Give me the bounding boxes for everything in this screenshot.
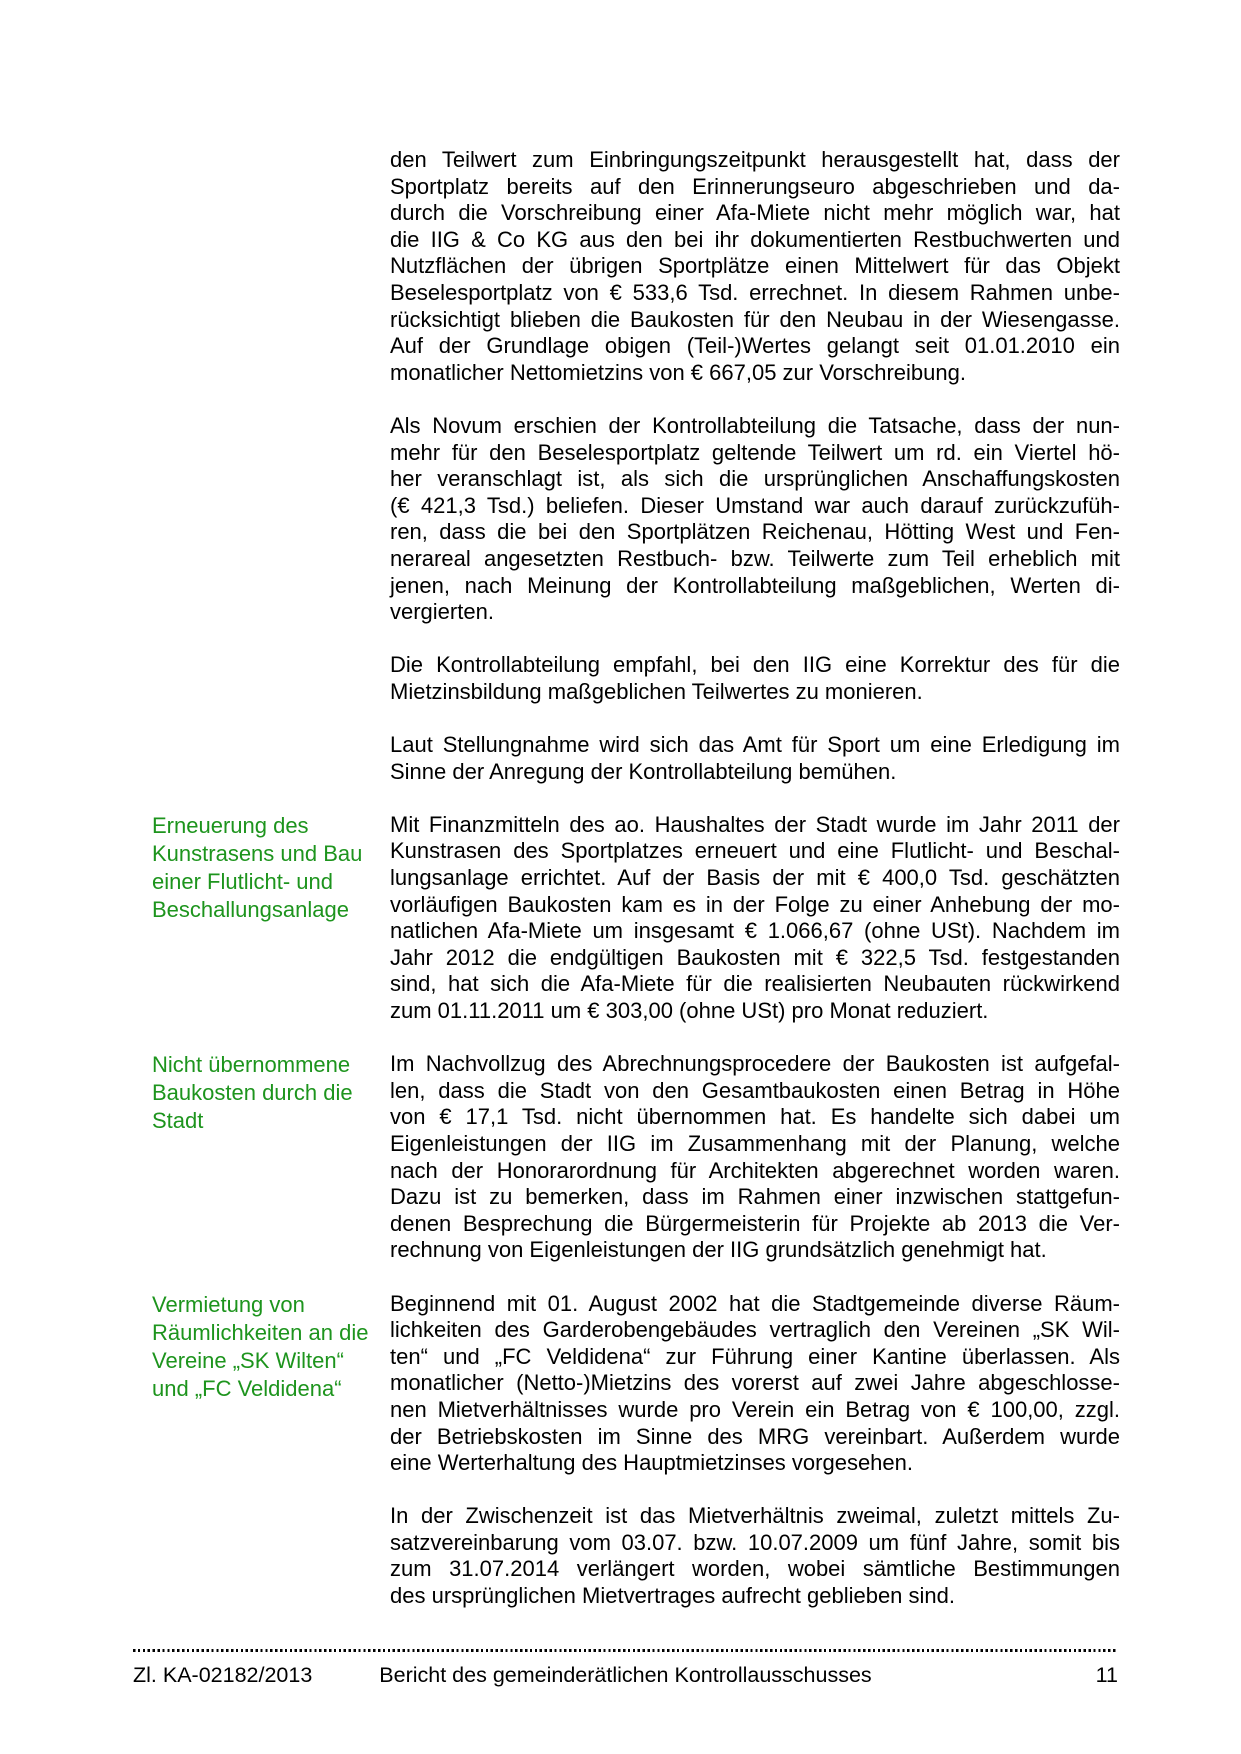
footer-dotted-line	[133, 1649, 1118, 1652]
section-empfehlung	[152, 652, 1120, 705]
margin-note-line: einer Flutlicht- und	[152, 868, 333, 894]
footer-page-number: 11	[1095, 1663, 1118, 1687]
paragraph-line: monatlicher Nettomietzins von € 667,05 zur Vorschreibung.	[390, 359, 966, 385]
paragraph-line: denen Besprechung die Bürgermeisterin für Projekte ab 2013 die Ver-	[390, 1210, 1120, 1236]
margin-note	[152, 812, 390, 924]
paragraph-line: Beselesportplatz von € 533,6 Tsd. errechnet. In diesem Rahmen unbe-	[390, 279, 1120, 305]
body-paragraph	[390, 1051, 1120, 1264]
paragraph-line: jenen, nach Meinung der Kontrollabteilung maßgeblichen, Werten di-	[390, 572, 1120, 598]
footer-reference-number: Zl. KA-02182/2013	[133, 1663, 313, 1687]
paragraph-line: (€ 421,3 Tsd.) beliefen. Dieser Umstand war auch darauf zurückzufüh-	[390, 492, 1120, 518]
paragraph-line: durch die Vorschreibung einer Afa-Miete nicht mehr möglich war, hat	[390, 200, 1120, 226]
margin-note-line: Räumlichkeiten an die	[152, 1319, 369, 1345]
paragraph-line: Als Novum erschien der Kontrollabteilung die Tatsache, dass der nun-	[390, 412, 1120, 438]
margin-note-line: Vermietung von	[152, 1291, 305, 1317]
margin-note	[152, 1291, 390, 1403]
paragraph-line: Auf der Grundlage obigen (Teil-)Wertes gelangt seit 01.01.2010 ein	[390, 333, 1120, 359]
paragraph-line: Im Nachvollzug des Abrechnungsprocedere der Baukosten ist aufgefal-	[390, 1051, 1120, 1077]
body-paragraph	[390, 413, 1120, 626]
paragraph-line: Jahr 2012 die endgültigen Baukosten mit € 322,5 Tsd. festgestanden	[390, 944, 1120, 970]
margin-note-line: Kunstrasens und Bau	[152, 840, 363, 866]
paragraph-line: In der Zwischenzeit ist das Mietverhältnis zweimal, zuletzt mittels Zu-	[390, 1503, 1120, 1529]
paragraph-line: Sportplatz bereits auf den Erinnerungseuro abgeschrieben und da-	[390, 173, 1120, 199]
paragraph-line: den Teilwert zum Einbringungszeitpunkt herausgestellt hat, dass der	[390, 147, 1120, 172]
paragraph-line: Dazu ist zu bemerken, dass im Rahmen einer inzwischen stattgefun-	[390, 1184, 1120, 1210]
document-body	[152, 147, 1120, 1610]
paragraph-line: Mietzinsbildung maßgeblichen Teilwertes zu monieren.	[390, 678, 923, 704]
section-vermietung-vereine	[152, 1291, 1120, 1477]
paragraph-line: vorläufigen Baukosten kam es in der Folge zu einer Anhebung der mo-	[390, 891, 1120, 917]
body-paragraph	[390, 1503, 1120, 1609]
paragraph-line: lungsanlage errichtet. Auf der Basis der mit € 400,0 Tsd. geschätzten	[390, 865, 1120, 891]
paragraph-line: natlichen Afa-Miete um insgesamt € 1.066,67 (ohne USt). Nachdem im	[390, 918, 1120, 944]
body-paragraph	[390, 1291, 1120, 1477]
paragraph-line: Beginnend mit 01. August 2002 hat die Stadtgemeinde diverse Räum-	[390, 1290, 1120, 1316]
paragraph-line: Sinne der Anregung der Kontrollabteilung bemühen.	[390, 758, 897, 784]
paragraph-line: her veranschlagt ist, als sich die ursprünglichen Anschaffungskosten	[390, 466, 1120, 492]
paragraph-line: lichkeiten des Garderobengebäudes vertraglich den Vereinen „SK Wil-	[390, 1317, 1120, 1343]
paragraph-line: sind, hat sich die Afa-Miete für die realisierten Neubauten rückwirkend	[390, 971, 1120, 997]
margin-note	[152, 1051, 390, 1135]
paragraph-line: Kunstrasen des Sportplatzes erneuert und eine Flutlicht- und Beschal-	[390, 838, 1120, 864]
margin-note-line: Baukosten durch die	[152, 1080, 353, 1106]
paragraph-line: von € 17,1 Tsd. nicht übernommen hat. Es handelte sich dabei um	[390, 1104, 1120, 1130]
paragraph-line: rücksichtigt blieben die Baukosten für den Neubau in der Wiesengasse.	[390, 306, 1120, 332]
paragraph-line: monatlicher (Netto-)Mietzins des vorerst auf zwei Jahre abgeschlosse-	[390, 1370, 1120, 1396]
paragraph-line: Mit Finanzmitteln des ao. Haushaltes der Stadt wurde im Jahr 2011 der	[390, 811, 1120, 837]
body-paragraph	[390, 812, 1120, 1025]
section-teilwert-fortsetzung	[152, 147, 1120, 386]
body-paragraph	[390, 147, 1120, 386]
paragraph-line: nach der Honorarordnung für Architekten abgerechnet worden waren.	[390, 1157, 1120, 1183]
margin-note-line: Stadt	[152, 1108, 204, 1134]
paragraph-line: des ursprünglichen Mietvertrages aufrecht geblieben sind.	[390, 1583, 955, 1609]
section-stellungnahme	[152, 732, 1120, 785]
paragraph-line: nen Mietverhältnisses wurde pro Verein ein Betrag von € 100,00, zzgl.	[390, 1396, 1120, 1422]
paragraph-line: die IIG & Co KG aus den bei ihr dokumentierten Restbuchwerten und	[390, 226, 1120, 252]
section-novum-teilwert	[152, 413, 1120, 626]
paragraph-line: eine Werterhaltung des Hauptmietzinses vorgesehen.	[390, 1450, 914, 1476]
paragraph-line: Die Kontrollabteilung empfahl, bei den IIG eine Korrektur des für die	[390, 652, 1120, 678]
paragraph-line: der Betriebskosten im Sinne des MRG vereinbart. Außerdem wurde	[390, 1423, 1120, 1449]
paragraph-line: nerareal angesetzten Restbuch- bzw. Teilwerte zum Teil erheblich mit	[390, 545, 1120, 571]
section-kunstrasen-flutlicht	[152, 812, 1120, 1025]
paragraph-line: ren, dass die bei den Sportplätzen Reichenau, Hötting West und Fen-	[390, 519, 1120, 545]
body-paragraph	[390, 652, 1120, 705]
margin-note-line: Nicht übernommene	[152, 1052, 351, 1078]
paragraph-line: zum 31.07.2014 verlängert worden, wobei sämtliche Bestimmungen	[390, 1556, 1120, 1582]
body-paragraph	[390, 732, 1120, 785]
paragraph-line: mehr für den Beselesportplatz geltende Teilwert um rd. ein Viertel hö-	[390, 439, 1120, 465]
paragraph-line: Eigenleistungen der IIG im Zusammenhang mit der Planung, welche	[390, 1130, 1120, 1156]
paragraph-line: rechnung von Eigenleistungen der IIG grundsätzlich genehmigt hat.	[390, 1237, 1047, 1263]
section-mietverhaeltnis-verlaengerung	[152, 1503, 1120, 1609]
paragraph-line: Laut Stellungnahme wird sich das Amt für Sport um eine Erledigung im	[390, 732, 1120, 758]
section-nicht-uebernommene-baukosten	[152, 1051, 1120, 1264]
page-footer	[133, 1661, 1118, 1689]
margin-note-line: Beschallungsanlage	[152, 896, 349, 922]
paragraph-line: vergierten.	[390, 599, 494, 625]
paragraph-line: len, dass die Stadt von den Gesamtbaukosten einen Betrag in Höhe	[390, 1077, 1120, 1103]
margin-note-line: Vereine „SK Wilten“	[152, 1347, 344, 1373]
paragraph-line: Nutzflächen der übrigen Sportplätze einen Mittelwert für das Objekt	[390, 253, 1120, 279]
paragraph-line: zum 01.11.2011 um € 303,00 (ohne USt) pro Monat reduziert.	[390, 998, 989, 1023]
margin-note-line: Erneuerung des	[152, 812, 309, 838]
footer-report-title: Bericht des gemeinderätlichen Kontrollausschusses	[379, 1663, 872, 1687]
margin-note-line: und „FC Veldidena“	[152, 1375, 342, 1401]
paragraph-line: satzvereinbarung vom 03.07. bzw. 10.07.2009 um fünf Jahre, somit bis	[390, 1529, 1120, 1555]
paragraph-line: ten“ und „FC Veldidena“ zur Führung einer Kantine überlassen. Als	[390, 1343, 1120, 1369]
